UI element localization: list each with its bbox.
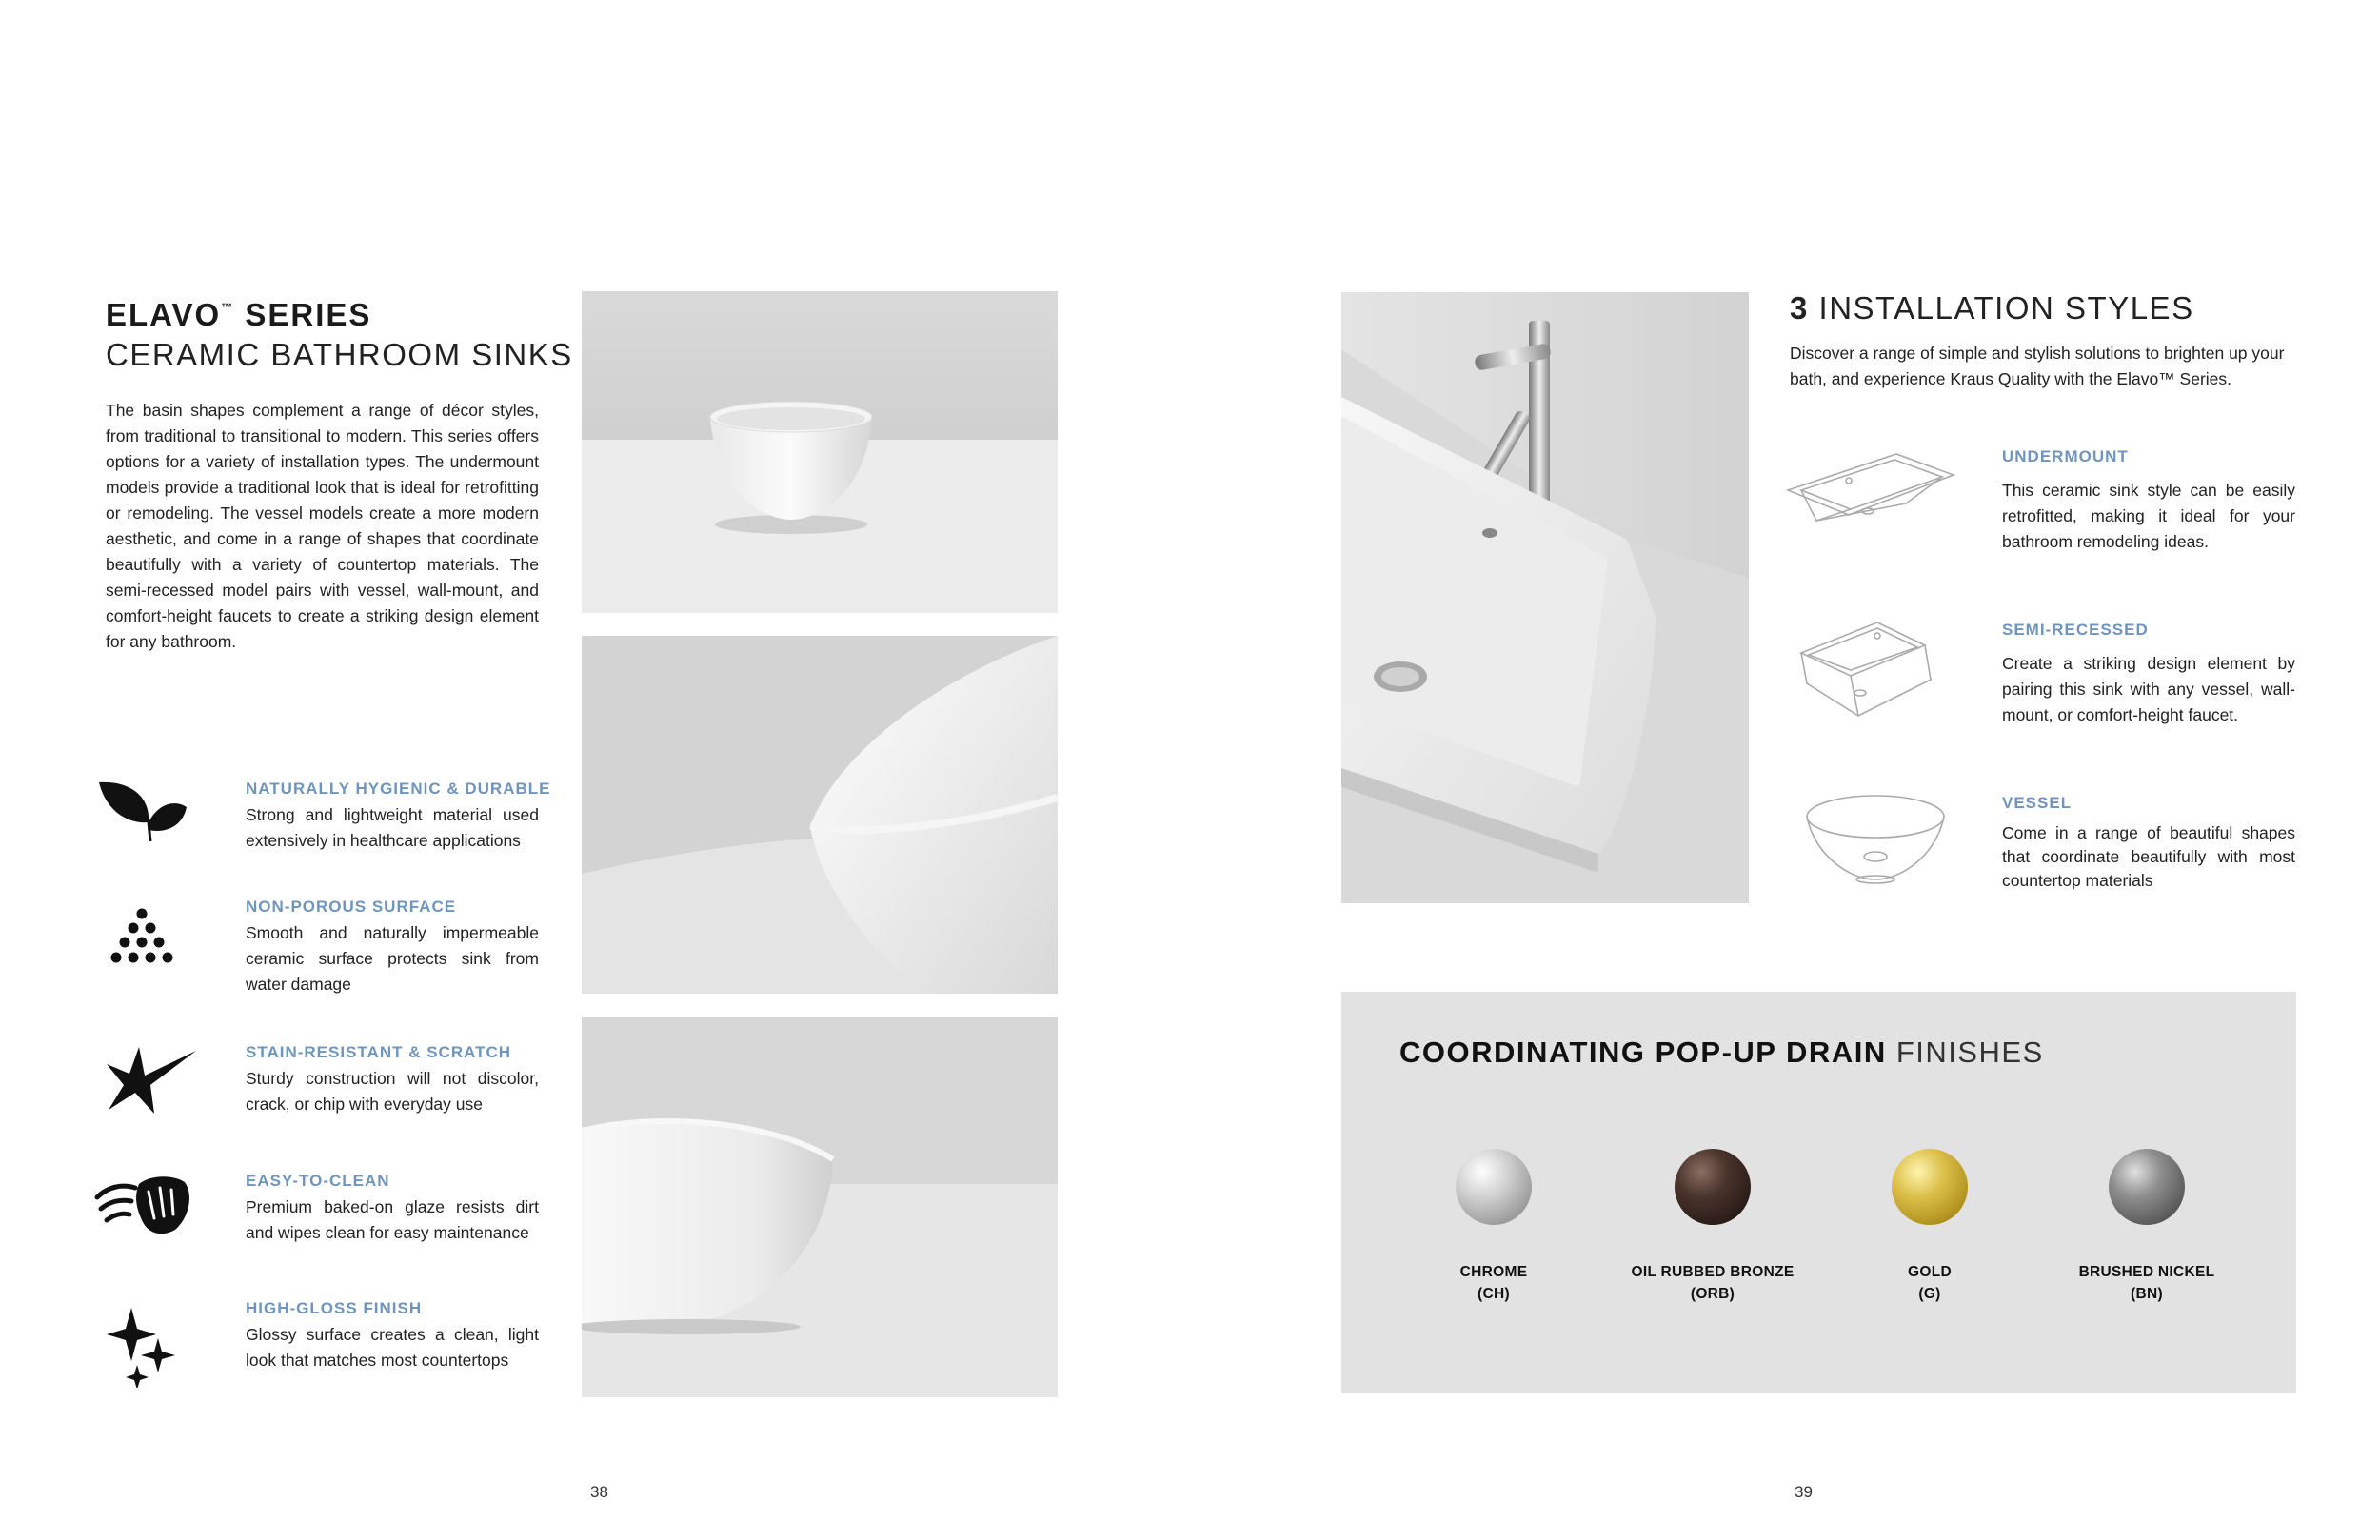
vessel-sink-side-photo [582,1017,1058,1397]
feature-title: STAIN-RESISTANT & SCRATCH [246,1043,512,1061]
finish-name: CHROME [1459,1264,1528,1280]
brushed-nickel-swatch [2109,1149,2185,1225]
bowl-closeup-photo [582,636,1058,994]
finish-gold [1835,1149,2025,1305]
rectangular-sink-photo [1341,292,1749,903]
series-title: ELAVO™ SERIES [106,297,372,332]
style-title: VESSEL [2002,794,2073,812]
style-title: SEMI-RECESSED [2002,621,2149,639]
installation-intro: Discover a range of simple and stylish solutions to brighten up your bath, and experience Kraus Quality with the Elavo™ Series. [1790,344,2285,388]
finish-chrome [1398,1149,1589,1305]
finish-oil-rubbed-bronze [1617,1149,1808,1305]
feature-text: Premium baked-on glaze resists dirt and wipes clean for easy maintenance [246,1197,539,1242]
finish-code: (BN) [2131,1286,2163,1302]
finish-code: (ORB) [1690,1286,1735,1302]
style-title: UNDERMOUNT [2002,447,2129,465]
finish-name: OIL RUBBED BRONZE [1631,1264,1795,1280]
vessel-sink-photo [582,291,1058,613]
leaf-icon [91,773,196,859]
feature-title: EASY-TO-CLEAN [246,1172,390,1190]
feature-text: Glossy surface creates a clean, light look that matches most countertops [246,1325,539,1370]
page-number: 38 [590,1483,608,1501]
drain-finishes-panel [1341,992,2296,1393]
sparkles-icon [91,1302,196,1388]
feature-text: Sturdy construction will not discolor, crack, or chip with everyday use [246,1069,539,1114]
finish-code: (G) [1918,1286,1941,1302]
gold-swatch [1892,1149,1968,1225]
wiping-hand-icon [91,1163,196,1249]
feature-title: NON-POROUS SURFACE [246,898,457,916]
finish-brushed-nickel [2052,1149,2242,1305]
page-number: 39 [1795,1483,1813,1501]
finish-code: (CH) [1478,1286,1510,1302]
feature-title: NATURALLY HYGIENIC & DURABLE [246,780,551,798]
semi-recessed-sink-icon [1782,617,1959,731]
finish-name: BRUSHED NICKEL [2078,1264,2215,1280]
style-text: Come in a range of beautiful shapes that coordinate beautifully with most countertop materials [2002,823,2295,890]
style-text: This ceramic sink style can be easily retrofitted, making it ideal for your bathroom remodeling ideas. [2002,481,2295,551]
feature-text: Strong and lightweight material used extensively in healthcare applications [246,805,539,850]
finishes-heading: COORDINATING POP-UP DRAIN FINISHES [1399,1036,2044,1069]
series-subtitle: CERAMIC BATHROOM SINKS [106,337,573,372]
feature-title: HIGH-GLOSS FINISH [246,1299,423,1317]
feature-text: Smooth and naturally impermeable ceramic surface protects sink from water damage [246,923,539,994]
installation-heading: 3 INSTALLATION STYLES [1790,290,2194,326]
style-text: Create a striking design element by pairing this sink with any vessel, wall-mount, or comfort-height faucet. [2002,654,2295,724]
finish-name: GOLD [1908,1264,1952,1280]
dots-triangle-icon [91,902,196,988]
oil-rubbed-bronze-swatch [1675,1149,1751,1225]
vessel-sink-icon [1782,788,1959,902]
undermount-sink-icon [1782,443,1959,557]
chrome-swatch [1456,1149,1532,1225]
starburst-icon [91,1039,196,1125]
intro-paragraph: The basin shapes complement a range of décor styles, from traditional to transitional to modern. This series offers options for a variety of installation types. The undermount models provide a traditional look that is ideal for retrofitting or remodeling. The vessel models create a more modern aesthetic, and come in a range of shapes that coordinate beautifully with a variety of countertop materials. The semi-recessed model pairs with vessel, wall-mount, and comfort-height faucets to create a striking design element for any bathroom. [106,401,539,651]
